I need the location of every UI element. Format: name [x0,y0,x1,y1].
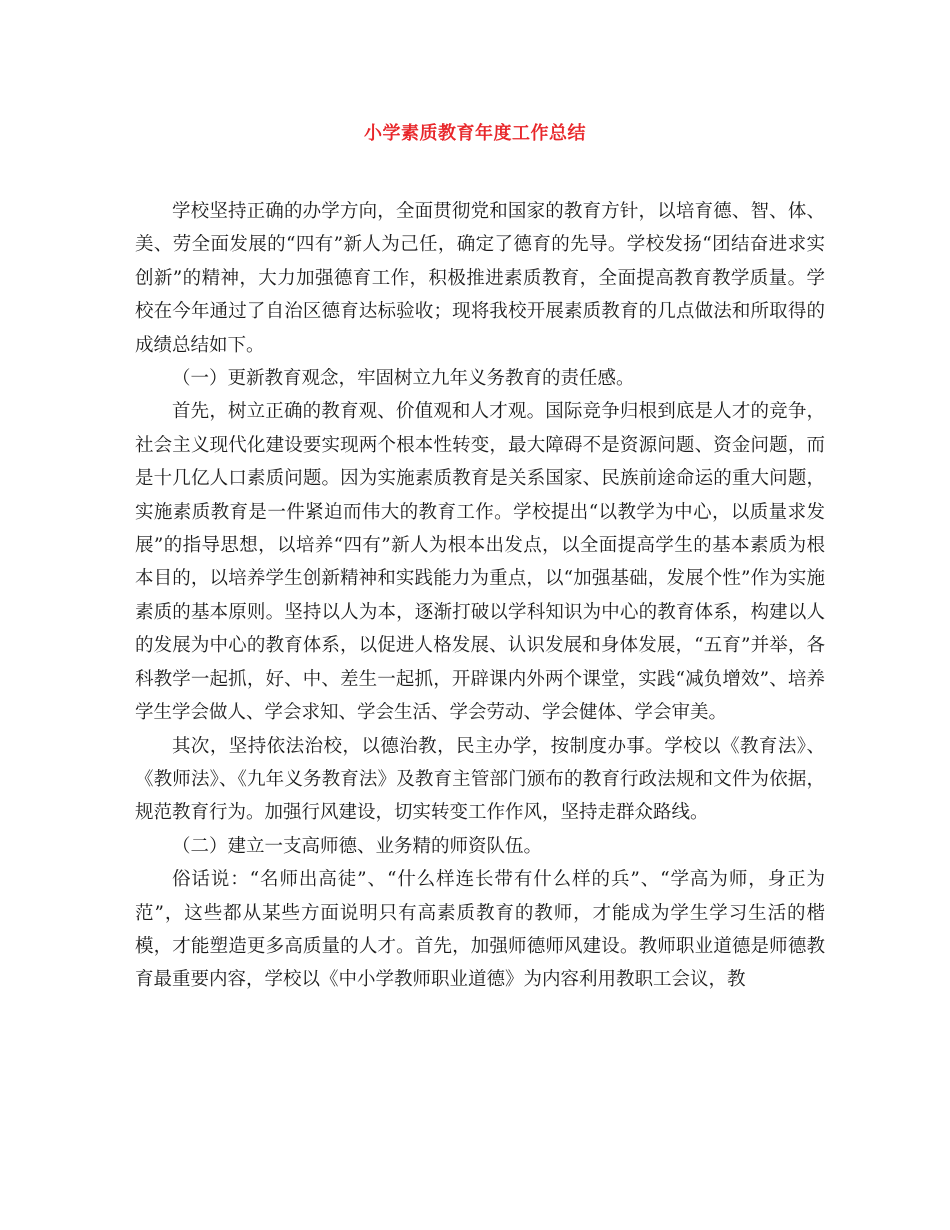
document-title: 小学素质教育年度工作总结 [364,123,586,144]
paragraph-first: 首先，树立正确的教育观、价值观和人才观。国际竞争归根到底是人才的竞争，社会主义现代化建设要实现两个根本性转变，最大障碍不是资源问题、资金问题，而是十几亿人口素质问题。因为实施素质教育是关系国家、民族前途命运的重大问题，实施素质教育是一件紧迫而伟大的教育工作。学校提出“以教学为中心，以质量求发展”的指导思想，以培养“四有”新人为根本出发点，以全面提高学生的基本素质为根本目的，以培养学生创新精神和实践能力为重点，以“加强基础，发展个性”作为实施素质的基本原则。坚持以人为本，逐渐打破以学科知识为中心的教育体系，构建以人的发展为中心的教育体系，以促进人格发展、认识发展和身体发展，“五育”并举，各科教学一起抓，好、中、差生一起抓，开辟课内外两个课堂，实践“减负增效”、培养学生学会做人、学会求知、学会生活、学会劳动、学会健体、学会审美。 [135,401,825,724]
section-heading-2: （二）建立一支高师德、业务精的师资队伍。 [172,835,543,857]
section-heading-1: （一）更新教育观念，牢固树立九年义务教育的责任感。 [172,368,635,390]
document-body [135,195,825,997]
paragraph-second: 其次，坚持依法治校，以德治教，民主办学，按制度办事。学校以《教育法》、《教师法》、《九年义务教育法》及教育主管部门颁布的教育行政法规和文件为依据，规范教育行为。加强行风建设，切实转变工作作风，坚持走群众路线。 [135,735,825,824]
paragraph-intro: 学校坚持正确的办学方向，全面贯彻党和国家的教育方针，以培育德、智、体、美、劳全面发展的“四有”新人为己任，确定了德育的先导。学校发扬“团结奋进求实创新”的精神，大力加强德育工作，积极推进素质教育，全面提高教育教学质量。学校在今年通过了自治区德育达标验收；现将我校开展素质教育的几点做法和所取得的成绩总结如下。 [135,201,825,356]
paragraph-teachers: 俗话说：“名师出高徒”、“什么样连长带有什么样的兵”、“学高为师，身正为范”，这些都从某些方面说明只有高素质教育的教师，才能成为学生学习生活的楷模，才能塑造更多高质量的人才。首先，加强师德师风建设。教师职业道德是师德教育最重要内容，学校以《中小学教师职业道德》为内容利用教职工会议，教 [135,869,825,991]
